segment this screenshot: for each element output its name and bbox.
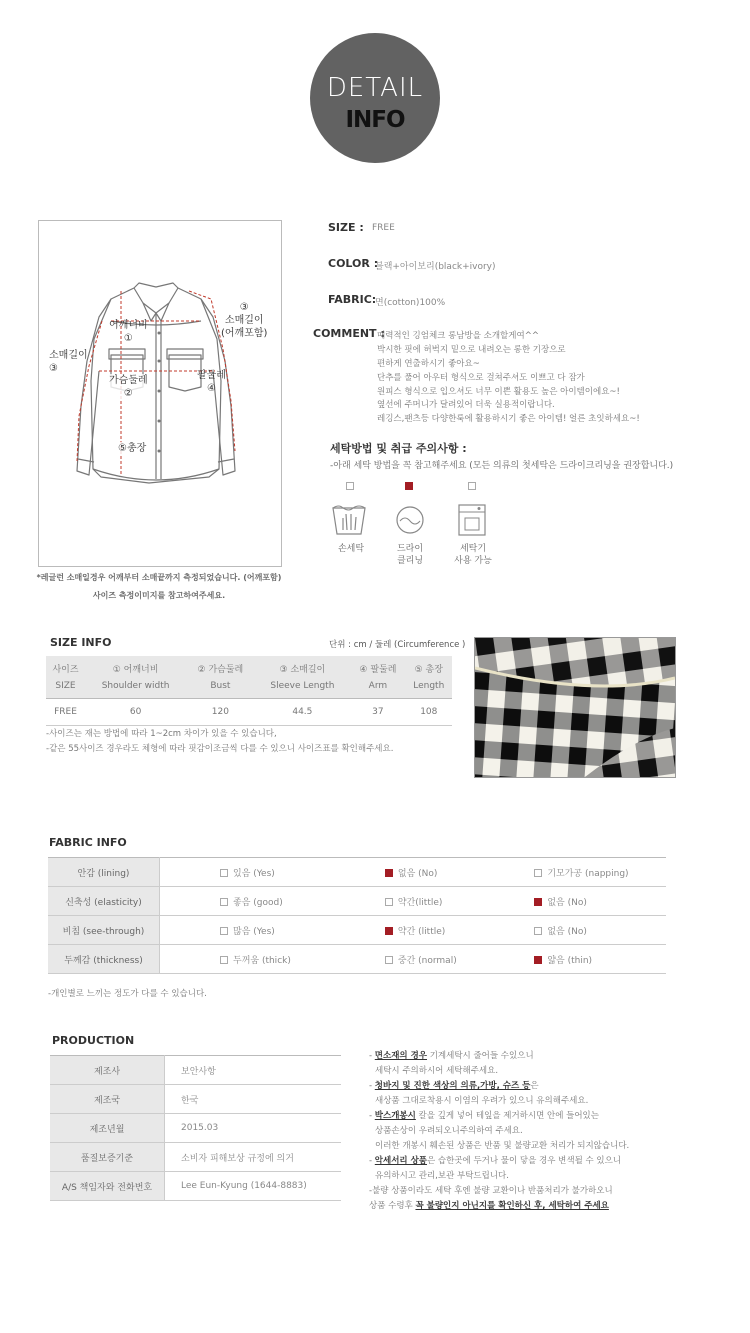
production-value: Lee Eun-Kyung (1644-8883) xyxy=(165,1172,342,1201)
table-row xyxy=(50,1085,341,1114)
fabric-value: 면(cotton)100% xyxy=(375,298,446,308)
th-size-en: SIZE xyxy=(46,677,85,699)
size-table xyxy=(46,656,452,726)
size-header-ko xyxy=(46,656,452,677)
cell-length: 108 xyxy=(406,699,452,726)
care-emphasis: 악세서리 상품 xyxy=(374,1156,428,1166)
comment-line: 편하게 연출하시기 좋아요~ xyxy=(377,359,480,369)
label-sleeve-right-num: ③ xyxy=(239,302,249,313)
option-text: 좋음 (good) xyxy=(233,897,283,908)
cell-arm: 37 xyxy=(350,699,405,726)
comment-line: 단추를 풀어 아우터 형식으로 걸쳐주셔도 이쁘고 다 잠가 xyxy=(377,373,585,383)
th-length-en: Length xyxy=(406,677,452,699)
hand-wash-label xyxy=(336,543,366,555)
label-shoulder-num: ① xyxy=(123,333,133,344)
option-text: 많음 (Yes) xyxy=(233,926,275,937)
machine-wash-checkbox xyxy=(468,482,476,490)
cell-bust: 120 xyxy=(186,699,254,726)
label-shoulder-text: 어깨너비 xyxy=(109,320,148,331)
th-arm-en: Arm xyxy=(350,677,405,699)
label-sleeve-left-text: 소매길이 xyxy=(49,350,88,361)
option-checkbox xyxy=(220,956,228,964)
fabric-row-label: 안감 (lining) xyxy=(48,858,160,887)
th-sleeve-ko: ③ 소매길이 xyxy=(255,656,351,677)
machine-wash-label-1: 세탁기 xyxy=(459,544,487,554)
fabric-option xyxy=(160,887,327,916)
fabric-table xyxy=(48,857,666,974)
fabric-option xyxy=(327,887,492,916)
machine-wash-label xyxy=(450,543,496,567)
washing-machine-icon xyxy=(457,503,487,537)
label-bust xyxy=(109,374,148,400)
production-value: 보안사항 xyxy=(165,1056,342,1085)
care-emphasis: 청바지 및 진한 색상의 의류,가방, 슈즈 등 xyxy=(374,1081,531,1091)
table-row xyxy=(50,1114,341,1143)
option-checkbox-checked xyxy=(385,869,393,877)
color-label: COLOR : xyxy=(328,257,379,270)
fabric-info-title: FABRIC INFO xyxy=(49,836,127,849)
th-arm-ko: ④ 팔둘레 xyxy=(350,656,405,677)
production-title: PRODUCTION xyxy=(52,1034,135,1047)
option-text: 기모가공 (napping) xyxy=(547,868,629,879)
th-bust-en: Bust xyxy=(186,677,254,699)
dry-clean-icon xyxy=(394,504,426,536)
care-notes xyxy=(369,1049,629,1214)
option-checkbox-checked xyxy=(534,956,542,964)
label-sleeve-left xyxy=(49,349,88,375)
care-line xyxy=(369,1049,629,1064)
option-text: 약간(little) xyxy=(397,897,443,908)
production-key: 제조국 xyxy=(50,1085,165,1114)
option-checkbox xyxy=(385,898,393,906)
care-text: 칼을 깊게 넣어 테잎을 제거하시면 안에 들어있는 xyxy=(415,1111,599,1121)
fabric-option xyxy=(160,916,327,945)
option-text: 두꺼움 (thick) xyxy=(233,955,291,966)
dry-clean-label xyxy=(393,543,427,567)
th-sleeve-en: Sleeve Length xyxy=(255,677,351,699)
fabric-option xyxy=(160,945,327,974)
label-arm xyxy=(197,369,226,395)
care-line: 상품손상이 우려되오니주의하여 주세요. xyxy=(375,1126,523,1136)
care-line: 새상품 그대로착용시 이염의 우려가 있으니 유의해주세요. xyxy=(375,1096,589,1106)
option-checkbox xyxy=(220,927,228,935)
th-shoulder-ko: ① 어깨너비 xyxy=(85,656,186,677)
comment-line: 옆선에 주머니가 달려있어 더욱 실용적이랍니다. xyxy=(377,400,555,410)
badge-line2: INFO xyxy=(345,107,405,133)
shirt-outline-icon xyxy=(39,221,281,566)
dry-clean-label-2: 클리닝 xyxy=(396,556,424,566)
production-value: 2015.03 xyxy=(165,1114,342,1143)
option-text: 없음 (No) xyxy=(547,897,587,908)
option-text: 중간 (normal) xyxy=(397,955,457,966)
label-arm-num: ④ xyxy=(207,383,216,394)
care-text: 은 xyxy=(530,1081,539,1091)
table-row xyxy=(48,945,666,974)
diagram-note-2: 사이즈 측정이미지를 참고하여주세요. xyxy=(92,591,226,600)
size-header-en xyxy=(46,677,452,699)
th-bust-ko: ② 가슴둘레 xyxy=(186,656,254,677)
table-row xyxy=(50,1172,341,1201)
detail-info-badge xyxy=(310,33,440,163)
cell-size: FREE xyxy=(46,699,85,726)
color-value: 블랙+아이보리(black+ivory) xyxy=(375,262,496,272)
fabric-option xyxy=(492,858,666,887)
comment-line: 박시한 핏에 허벅지 밑으로 내려오는 롱한 기장으로 xyxy=(377,345,566,355)
fabric-label: FABRIC: xyxy=(328,293,377,306)
fabric-row-label: 비침 (see-through) xyxy=(48,916,160,945)
size-note-1: -사이즈는 재는 방법에 따라 1~2cm 차이가 있을 수 있습니다, xyxy=(46,729,277,739)
washing-subtitle: -아래 세탁 방법을 꼭 참고해주세요 (모든 의류의 첫세탁은 드라이크리닝을 권장합니다.) xyxy=(330,461,674,471)
fabric-option xyxy=(327,916,492,945)
care-text: - xyxy=(369,1111,375,1121)
fabric-row-label: 두께감 (thickness) xyxy=(48,945,160,974)
care-emphasis: 박스개봉시 xyxy=(374,1111,416,1121)
label-sleeve-left-num: ③ xyxy=(49,363,58,374)
label-sleeve-right-note: (어깨포함) xyxy=(221,328,268,339)
care-line xyxy=(369,1154,629,1169)
hand-wash-label-1: 손세탁 xyxy=(337,544,365,554)
label-length: ⑤총장 xyxy=(118,443,147,454)
hand-wash-checkbox xyxy=(346,482,354,490)
machine-wash-label-2: 사용 가능 xyxy=(454,556,492,566)
production-key: 품질보증기준 xyxy=(50,1143,165,1172)
production-key: 제조사 xyxy=(50,1056,165,1085)
option-checkbox xyxy=(385,956,393,964)
fabric-option xyxy=(327,945,492,974)
measurement-diagram xyxy=(38,220,282,567)
production-key: A/S 책임자와 전화번호 xyxy=(50,1172,165,1201)
th-shoulder-en: Shoulder width xyxy=(85,677,186,699)
option-text: 얇음 (thin) xyxy=(547,955,593,966)
label-bust-text: 가슴둘레 xyxy=(109,375,148,386)
diagram-note-1: *레글런 소매일경우 어깨부터 소매끝까지 측정되었습니다. (어깨포함) xyxy=(36,573,282,582)
comment-line: 원피스 형식으로 입으셔도 너무 이쁜 활용도 높은 아이템이에요~! xyxy=(377,387,620,397)
fabric-option xyxy=(492,916,666,945)
care-line: -불량 상품이라도 세탁 후엔 불량 교환이나 반품처리가 불가하오니 xyxy=(369,1186,613,1196)
care-line: 유의하시고 관리,보관 부탁드립니다. xyxy=(375,1171,509,1181)
label-sleeve-right xyxy=(221,301,267,340)
fabric-note: -개인별로 느끼는 정도가 다를 수 있습니다. xyxy=(48,989,207,999)
size-label: SIZE : xyxy=(328,221,364,234)
dry-clean-label-1: 드라이 xyxy=(396,544,424,554)
production-value: 소비자 피해보상 규정에 의거 xyxy=(165,1143,342,1172)
option-checkbox xyxy=(534,869,542,877)
cell-sleeve: 44.5 xyxy=(255,699,351,726)
option-text: 없음 (No) xyxy=(547,926,587,937)
care-emphasis: 면소재의 경우 xyxy=(374,1051,428,1061)
production-table xyxy=(50,1055,341,1201)
label-sleeve-right-text: 소매길이 xyxy=(224,315,264,326)
fabric-option xyxy=(492,945,666,974)
option-text: 있음 (Yes) xyxy=(233,868,275,879)
care-text: - xyxy=(369,1156,375,1166)
table-row xyxy=(48,858,666,887)
fabric-swatch-image xyxy=(474,637,676,778)
care-line: 세탁시 주의하시어 세탁해주세요. xyxy=(375,1066,499,1076)
label-bust-num: ② xyxy=(123,388,133,399)
fabric-row-label: 신축성 (elasticity) xyxy=(48,887,160,916)
hand-wash-icon xyxy=(331,502,367,536)
care-text: 기계세탁시 줄어들 수있으니 xyxy=(427,1051,534,1061)
washing-title: 세탁방법 및 취급 주의사항 : xyxy=(330,442,467,455)
table-row xyxy=(46,699,452,726)
fabric-option xyxy=(492,887,666,916)
fabric-option xyxy=(160,858,327,887)
option-text: 약간 (little) xyxy=(397,926,446,937)
production-value: 한국 xyxy=(165,1085,342,1114)
option-checkbox-checked xyxy=(534,898,542,906)
th-size-ko: 사이즈 xyxy=(46,656,85,677)
care-line xyxy=(369,1199,629,1214)
option-checkbox-checked xyxy=(385,927,393,935)
table-row xyxy=(50,1056,341,1085)
label-shoulder xyxy=(109,319,148,345)
production-key: 제조년월 xyxy=(50,1114,165,1143)
option-checkbox xyxy=(534,927,542,935)
badge-line1: DETAIL xyxy=(326,73,424,103)
care-text: 상품 수령후 xyxy=(369,1201,416,1211)
comment-line: 매력적인 깅엄체크 롱남방을 소개할게여^^ xyxy=(377,331,539,341)
comment-label: COMMENT : xyxy=(313,327,385,340)
care-text: - xyxy=(369,1081,375,1091)
table-row xyxy=(48,887,666,916)
size-unit: 단위 : cm / 둘레 (Circumference ) xyxy=(329,640,466,650)
care-line xyxy=(369,1109,629,1124)
care-text: - xyxy=(369,1051,375,1061)
table-row xyxy=(48,916,666,945)
option-text: 없음 (No) xyxy=(397,868,438,879)
table-row xyxy=(50,1143,341,1172)
th-length-ko: ⑤ 총장 xyxy=(406,656,452,677)
size-note-2: -같은 55사이즈 경우라도 체형에 따라 핏감이조금씩 다를 수 있으니 사이즈표를 확인해주세요. xyxy=(46,744,394,754)
fabric-option xyxy=(327,858,492,887)
option-checkbox xyxy=(220,898,228,906)
label-arm-text: 팔둘레 xyxy=(197,370,226,381)
care-emphasis: 꼭 불량인지 아닌지를 확인하신 후, 세탁하여 주세요 xyxy=(415,1201,609,1211)
dry-clean-checkbox xyxy=(405,482,413,490)
size-value: FREE xyxy=(372,223,395,233)
care-text: 은 습한곳에 두거나 물이 닿을 경우 변색될 수 있으니 xyxy=(427,1156,622,1166)
size-info-title: SIZE INFO xyxy=(50,636,112,649)
cell-shoulder: 60 xyxy=(85,699,186,726)
comment-line: 레깅스,팬츠등 다양한룩에 활용하시기 좋은 아이템! 얼른 초잇하세요~! xyxy=(377,414,640,424)
option-checkbox xyxy=(220,869,228,877)
care-line: 이러한 개봉시 훼손된 상품은 반품 및 불량교환 처리가 되지않습니다. xyxy=(375,1141,630,1151)
care-line xyxy=(369,1079,629,1094)
